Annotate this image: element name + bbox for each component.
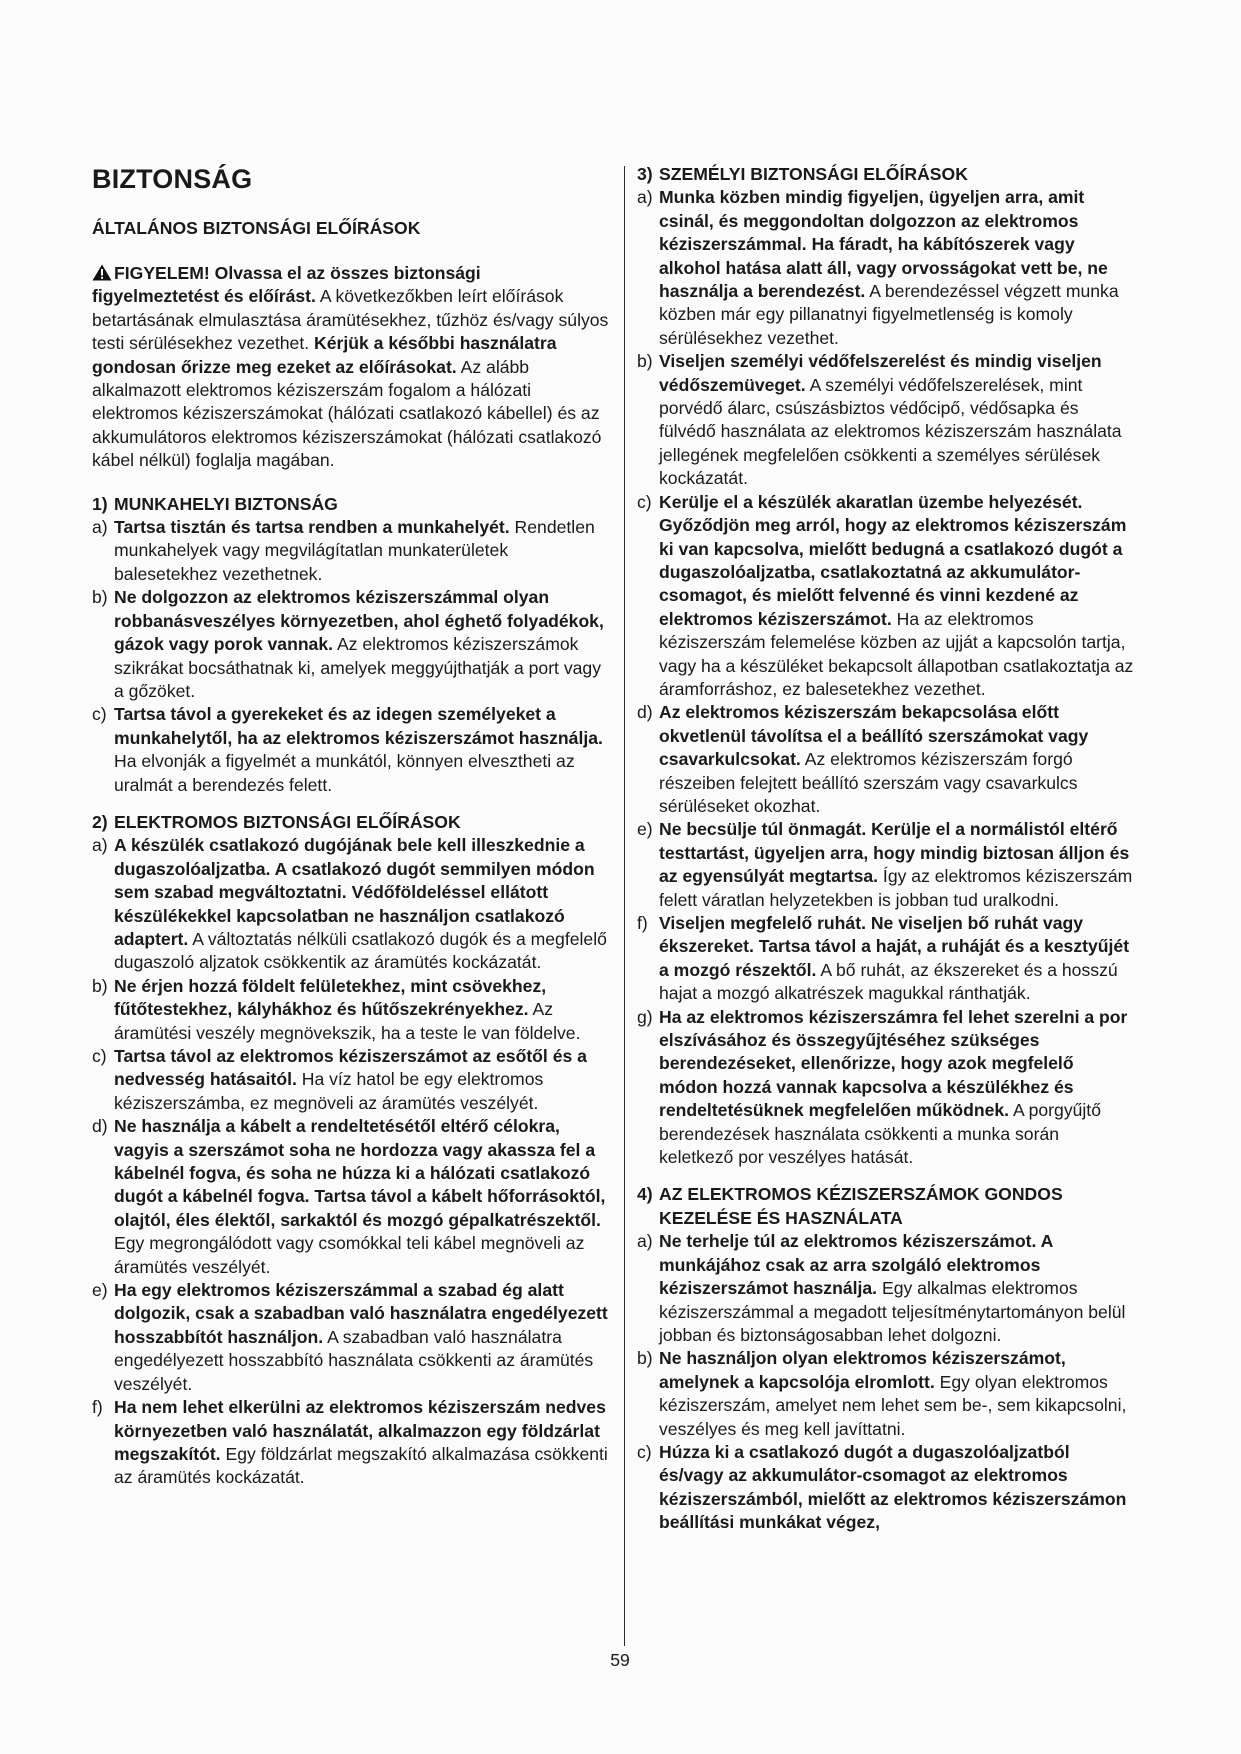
item-bold-text: Ha az elektromos kéziszerszámra fel lehet szerelni a por elszívásához és összegyűjtéséhez szükséges berendezéseket, ellenőrizze, hogy azok megfelelő módon hozzá vannak kapcsolva a készülékhez és rendeltetésüknek megfelelően működnek.: [659, 1006, 1128, 1121]
item-text: A bő ruhát, az ékszereket és a hosszú hajat a mozgó alkatrészek magukkal ránthatják.: [659, 959, 1118, 1004]
item-text: Ha víz hatol be egy elektromos kéziszerszámba, ez megnöveli az áramütés veszélyét.: [114, 1069, 544, 1113]
item-label: e): [637, 819, 653, 840]
column-divider: [624, 166, 625, 1646]
item-bold-text: Ha egy elektromos kéziszerszámmal a szabad ég alatt dolgozik, csak a szabadban való használatra engedélyezett hosszabbítót használjon.: [114, 1280, 608, 1347]
item-label: a): [92, 835, 108, 856]
item-label: e): [92, 1280, 108, 1301]
item-label: c): [637, 491, 652, 512]
list-item: [637, 350, 1137, 490]
section-heading-1: 1) MUNKAHELYI BIZTONSÁG: [92, 493, 338, 514]
section-heading-4: 4) AZ ELEKTROMOS KÉZISZERSZÁMOK GONDOS KEZELÉSE ÉS HASZNÁLATA: [637, 1184, 1063, 1228]
item-bold-text: Kerülje el a készülék akaratlan üzembe helyezését. Győződjön meg arról, hogy az elektromos kéziszerszám ki van kapcsolva, mielőtt bedugná a csatlakozó dugót a dugaszolóaljzatba, csatlakoztatná az akkumulátor-csomagot, és mielőtt felvenné és vinni kezdené az elektromos kéziszerszámot.: [659, 491, 1127, 629]
item-bold-text: Ne érjen hozzá földelt felületekhez, mint csövekhez, fűtőtestekhez, kályhákhoz és hűtőszekrényekhez.: [114, 975, 547, 1020]
item-bold-text: Az elektromos kéziszerszám bekapcsolása előtt okvetlenül távolítsa el a beállító szerszámokat vagy csavarkulcsokat.: [659, 702, 1089, 770]
list-item: [92, 1045, 612, 1115]
section-2-list: [92, 834, 612, 1489]
item-text: A szabadban való használatra engedélyezett hosszabbító használata csökkenti az áramütés veszélyét.: [114, 1326, 594, 1394]
item-label: f): [92, 1397, 103, 1418]
warning-bold-1: FIGYELEM! Olvassa el az összes biztonsági figyelmeztetést és előírást.: [92, 263, 481, 307]
item-bold-text: Tartsa távol az elektromos kéziszerszámot az esőtől és a nedvesség hatásaitól.: [114, 1046, 587, 1090]
page-number: 59: [610, 1650, 630, 1670]
item-label: a): [637, 187, 653, 208]
right-column: [637, 163, 1137, 1535]
item-bold-text: Tartsa távol a gyerekeket és az idegen személyeket a munkahelytől, ha az elektromos kéziszerszámot használja.: [114, 704, 603, 748]
list-item: [637, 186, 1137, 350]
item-bold-text: Ha nem lehet elkerülni az elektromos kéziszerszám nedves környezetben való használatát, alkalmazzon egy földzárlat megszakítót.: [114, 1397, 606, 1464]
item-label: a): [637, 1231, 653, 1252]
item-text: Rendetlen munkahelyek vagy megvilágítatlan munkaterületek balesetekhez vezethetnek.: [114, 517, 595, 584]
list-item: [92, 834, 612, 974]
item-label: g): [637, 1006, 653, 1027]
list-item: [637, 701, 1137, 818]
list-item: [637, 1347, 1137, 1441]
item-text: A porgyűjtő berendezések használata csökkenti a munka során keletkező por veszélyes hatását.: [659, 1100, 1101, 1168]
item-bold-text: Ne használjon olyan elektromos kéziszerszámot, amelynek a kapcsolója elromlott.: [659, 1348, 1066, 1392]
item-text: A változtatás nélküli csatlakozó dugók és a megfelelő dugaszoló aljzatok csökkentik az áramütés kockázatát.: [114, 928, 607, 973]
list-item: [637, 1006, 1137, 1170]
page-title: BIZTONSÁG: [92, 164, 253, 194]
item-bold-text: Tartsa tisztán és tartsa rendben a munkahelyét.: [114, 517, 510, 538]
item-bold-text: Viseljen megfelelő ruhát. Ne viseljen bő ruhát vagy ékszereket. Tartsa távol a haját, a ruháját és a kesztyűjét a mozgó részektől.: [659, 913, 1130, 980]
item-text: Egy alkalmas elektromos kéziszerszámmal a megadott teljesítménytartományon belül jobban és biztonságosabban lehet dolgozni.: [659, 1278, 1126, 1345]
item-text: Az áramütési veszély megnövekszik, ha a teste le van földelve.: [114, 999, 581, 1043]
item-text: Egy földzárlat megszakító alkalmazása csökkenti az áramütés kockázatát.: [114, 1443, 608, 1488]
item-bold-text: A készülék csatlakozó dugójának bele kell illeszkednie a dugaszolóaljzatba. A csatlakozó dugót semmilyen módon sem szabad megváltoztatni. Védőföldeléssel ellátott készülékekkel kapcsolatban ne használjon csatlakozó adaptert.: [114, 835, 595, 949]
list-item: [92, 1396, 612, 1490]
section-1-list: [92, 516, 612, 797]
item-label: d): [637, 702, 653, 723]
item-label: b): [92, 587, 108, 608]
list-item: [637, 818, 1137, 912]
item-bold-text: Ne becsülje túl önmagát. Kerülje el a normálistól eltérő testtartást, ügyeljen arra, hogy mindig biztosan álljon és az egyensúlyát megtartsa.: [659, 819, 1130, 887]
list-item: [92, 586, 612, 703]
section-heading-2: 2) ELEKTROMOS BIZTONSÁGI ELŐÍRÁSOK: [92, 811, 461, 832]
list-item: [92, 1279, 612, 1396]
item-text: Egy megrongálódott vagy csomókkal teli kábel megnöveli az áramütés veszélyét.: [114, 1233, 585, 1277]
item-text: Így az elektromos kéziszerszám felett váratlan helyzetekben is jobban tud uralkodni.: [659, 866, 1133, 910]
item-text: Az elektromos kéziszerszámok szikrákat bocsáthatnak ki, amelyek meggyújthatják a port vagy a gőzöket.: [114, 634, 601, 701]
item-bold-text: Húzza ki a csatlakozó dugót a dugaszolóaljzatból és/vagy az akkumulátor-csomagot az elektromos kéziszerszámból, mielőtt az elektromos kéziszerszámon beállítási munkákat végez,: [659, 1441, 1127, 1533]
section-subtitle: ÁLTALÁNOS BIZTONSÁGI ELŐÍRÁSOK: [92, 218, 421, 238]
item-text: A személyi védőfelszerelések, mint porvédő álarc, csúszásbiztos védőcipő, védősapka és fülvédő használata az elektromos kéziszerszám használata jellegének megfelelően csökkenti a személyes sérülések kockázatát.: [659, 374, 1122, 489]
item-text: A berendezéssel végzett munka közben már egy pillanatnyi figyelmetlenség is komoly sérülésekhez vezethet.: [659, 281, 1119, 348]
list-item: [92, 1115, 612, 1279]
list-item: [637, 491, 1137, 702]
item-bold-text: Ne dolgozzon az elektromos kéziszerszámmal olyan robbanásveszélyes környezetben, ahol éghető folyadékok, gázok vagy porok vannak.: [114, 587, 604, 655]
item-label: f): [637, 913, 648, 933]
item-label: c): [92, 704, 107, 725]
list-item: [92, 703, 612, 797]
item-text: Ha elvonják a figyelmét a munkától, könnyen elvesztheti az uralmát a berendezés felett.: [114, 751, 575, 795]
item-bold-text: Viseljen személyi védőfelszerelést és mindig viseljen védőszemüveget.: [659, 351, 1102, 395]
item-bold-text: Munka közben mindig figyeljen, ügyeljen arra, amit csinál, és meggondoltan dolgozzon az elektromos kéziszerszámmal. Ha fáradt, ha kábítószerek vagy alkohol hatása alatt áll, vagy orvosságokat vett be, ne használja a berendezést.: [659, 187, 1108, 302]
list-item: [637, 1230, 1137, 1347]
item-label: c): [637, 1441, 652, 1462]
item-text: Az elektromos kéziszerszám forgó részeiben felejtett beállító szerszám vagy csavarkulcs sérüléseket okozhat.: [659, 749, 1078, 816]
warning-text-2: Az alább alkalmazott elektromos kéziszerszám fogalom a hálózati elektromos kéziszerszámokat (hálózati csatlakozó kábellel) és az akkumulátoros elektromos kéziszerszámokat (hálózati csatlakozó kábel nélkül) foglalja magában.: [92, 356, 602, 471]
left-column: [92, 163, 612, 1490]
item-text: Egy olyan elektromos kéziszerszám, amelyet nem lehet sem be-, sem kikapcsolni, veszélyes és meg kell javíttatni.: [659, 1371, 1127, 1439]
section-3-list: [637, 186, 1137, 1169]
warning-paragraph: [92, 262, 612, 473]
item-bold-text: Ne terhelje túl az elektromos kéziszerszámot. A munkájához csak az arra szolgáló elektromos kéziszerszámot használja.: [659, 1231, 1053, 1299]
list-item: [637, 912, 1137, 1006]
item-label: c): [92, 1046, 107, 1066]
item-label: b): [92, 975, 108, 996]
item-label: a): [92, 517, 108, 538]
item-text: Ha az elektromos kéziszerszám felemelése közben az ujját a kapcsolón tartja, vagy ha a készüléket bekapcsolt állapotban csatlakoztatja az áramforráshoz, ez balesetekhez vezethet.: [659, 608, 1134, 699]
warning-text-1: A következőkben leírt előírások betartásának elmulasztása áramütésekhez, tűzhöz és/vagy súlyos testi sérülésekhez vezethet.: [92, 286, 609, 354]
warning-triangle-icon: [92, 264, 112, 281]
item-label: b): [637, 351, 653, 372]
item-label: b): [637, 1348, 653, 1369]
list-item: [92, 975, 612, 1045]
list-item: [637, 1441, 1137, 1535]
warning-bold-2: Kérjük a későbbi használatra gondosan őrizze meg ezeket az előírásokat.: [92, 333, 557, 377]
list-item: [92, 516, 612, 586]
item-label: d): [92, 1116, 108, 1137]
section-4-list: [637, 1230, 1137, 1534]
section-heading-3: 3) SZEMÉLYI BIZTONSÁGI ELŐÍRÁSOK: [637, 164, 968, 184]
item-bold-text: Ne használja a kábelt a rendeltetésétől eltérő célokra, vagyis a szerszámot soha ne hordozza vagy akassza fel a kábelnél fogva, és soha ne húzza ki a hálózati csatlakozó dugót a kábelnél fogva. Tartsa távol a kábelt hőforrásoktól, olajtól, éles élektől, sarkaktól és mozgó gépalkatrészektől.: [114, 1116, 606, 1230]
